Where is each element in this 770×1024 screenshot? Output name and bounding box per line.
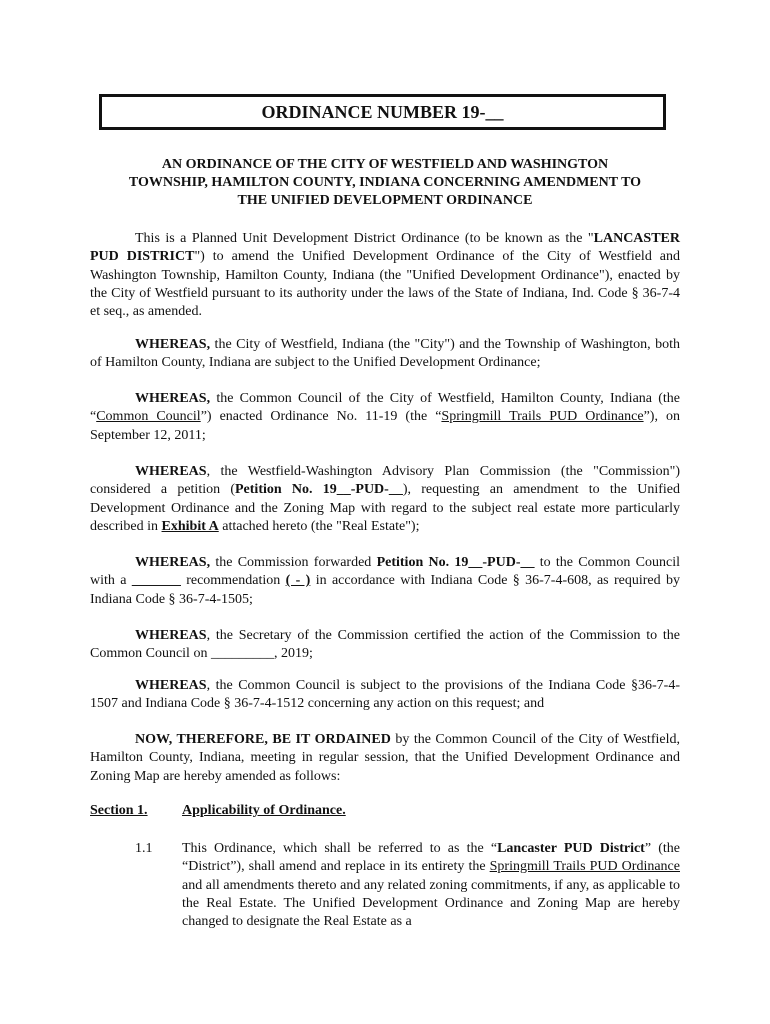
section-number: Section 1. [90, 803, 148, 818]
heading-line-3: THE UNIFIED DEVELOPMENT ORDINANCE [237, 193, 533, 208]
whereas-paragraph-4: WHEREAS, the Commission forwarded Petition No. 19__-PUD-__ to the Common Council with a _______ recommendation ( - ) in accordance with Indiana Code § 36-7-4-608, as required by Indiana Code § 36-7-4-1505; [90, 555, 680, 607]
heading-line-2: TOWNSHIP, HAMILTON COUNTY, INDIANA CONCERNING AMENDMENT TO [128, 175, 642, 190]
exhibit-a-reference: Exhibit A [161, 518, 219, 534]
whereas-paragraph-6: WHEREAS, the Common Council is subject to the provisions of the Indiana Code §36-7-4-1507 and Indiana Code § 36-7-4-1512 concerning any action on this request; and [90, 678, 680, 712]
intro-paragraph: This is a Planned Unit Development District Ordinance (to be known as the "LANCASTER PUD DISTRICT") to amend the Unified Development Ordinance of the City of Westfield and Washington Township, Hamilton County, Indiana (the "Unified Development Ordinance"), enacted by the City of Westfield pursuant to its authority under the laws of the State of Indiana, Ind. Code § 36-7-4 et seq., as amended. [90, 231, 681, 320]
ordained-paragraph: NOW, THEREFORE, BE IT ORDAINED by the Common Council of the City of Westfield, Hamilton County, Indiana, meeting in regular session, that the Unified Development Ordinance and Zoning Map are hereby amended as follows: [90, 732, 680, 784]
ordinance-heading [90, 156, 680, 210]
whereas-paragraph-5: WHEREAS, the Secretary of the Commission certified the action of the Commission to the Common Council on _________, 2019; [90, 628, 680, 662]
whereas-paragraph-3: WHEREAS, the Westfield-Washington Advisory Plan Commission (the "Commission") considered a petition (Petition No. 19__-PUD-__), requesting an amendment to the Unified Development Ordinance and the Zoning Map with regard to the subject real estate more particularly described in Exhibit A attached hereto (the "Real Estate"); [90, 464, 681, 534]
subsection-1-1-text: This Ordinance, which shall be referred to as the “Lancaster PUD District” (the “District”), shall amend and replace in its entirety the Springmill Trails PUD Ordinance and all amendments thereto and any related zoning commitments, if any, as applicable to the Real Estate. The Unified Development Ordinance and Zoning Map are hereby changed to designate the Real Estate as a [182, 841, 680, 930]
heading-line-1: AN ORDINANCE OF THE CITY OF WESTFIELD AND WASHINGTON [161, 157, 609, 172]
ordinance-title: ORDINANCE NUMBER 19-__ [261, 101, 504, 122]
ordinance-title-box [99, 94, 666, 130]
section-title: Applicability of Ordinance. [182, 803, 346, 818]
subsection-number: 1.1 [135, 841, 153, 856]
whereas-paragraph-1: WHEREAS, the City of Westfield, Indiana (the "City") and the Township of Washington, both of Hamilton County, Indiana are subject to the Unified Development Ordinance; [90, 337, 680, 371]
district-name: LANCASTER PUD DISTRICT [90, 231, 680, 265]
whereas-paragraph-2: WHEREAS, the Common Council of the City of Westfield, Hamilton County, Indiana (the “Common Council”) enacted Ordinance No. 11-19 (the “Springmill Trails PUD Ordinance”), on September 12, 2011; [90, 391, 680, 443]
